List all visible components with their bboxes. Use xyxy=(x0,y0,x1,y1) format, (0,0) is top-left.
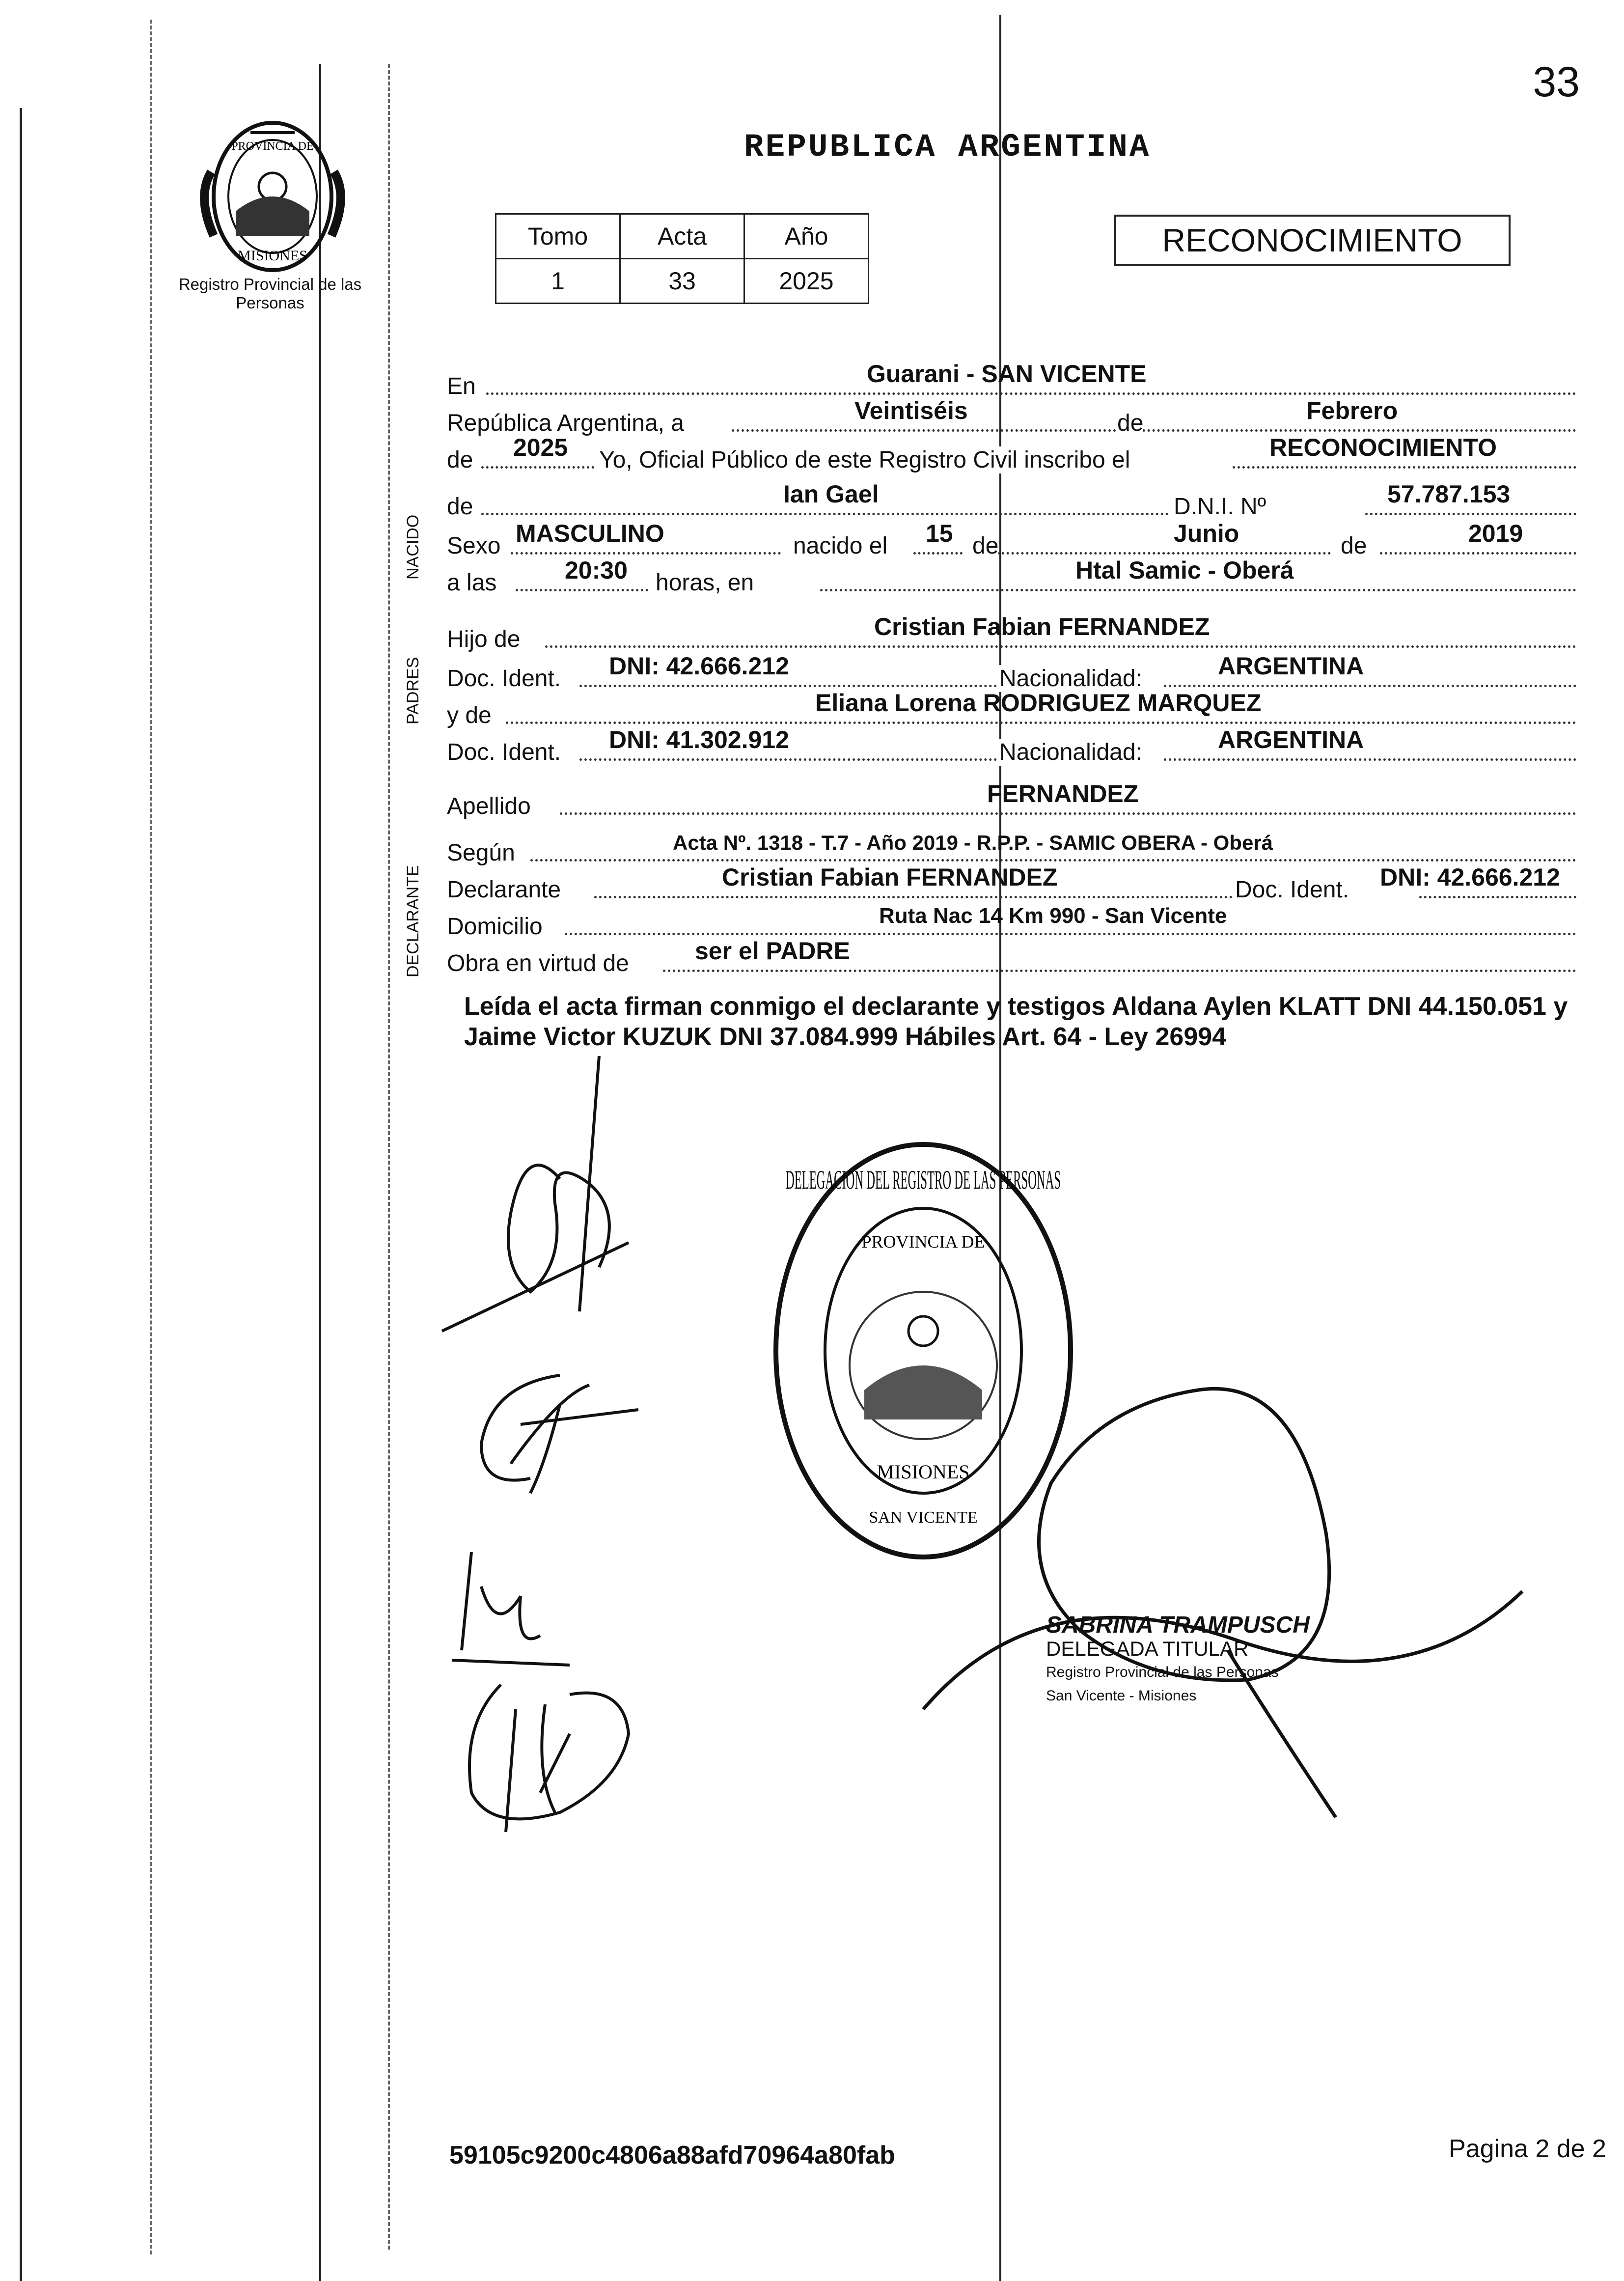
de-label-3: de xyxy=(447,494,473,520)
side-label-padres: PADRES xyxy=(404,657,422,724)
dia-value: Veintiséis xyxy=(854,397,968,424)
page-number: 33 xyxy=(1533,58,1580,106)
row-inscripcion xyxy=(447,434,1576,476)
nacido-dia-value: 15 xyxy=(926,520,953,547)
acta-value: 33 xyxy=(620,259,744,304)
hora-value: 20:30 xyxy=(565,556,628,584)
domicilio-value: Ruta Nac 14 Km 990 - San Vicente xyxy=(879,904,1227,928)
a-las-label: a las xyxy=(447,570,497,596)
yo-text: Yo, Oficial Público de este Registro Civil inscribo el xyxy=(599,447,1130,473)
page-title: REPUBLICA ARGENTINA xyxy=(744,129,1151,166)
official-location: San Vicente - Misiones xyxy=(1046,1688,1197,1704)
seal-inner-bottom: MISIONES xyxy=(877,1461,970,1483)
dni-value: 57.787.153 xyxy=(1387,480,1511,508)
column-header-tomo: Tomo xyxy=(496,214,620,259)
declarante-doc-value: DNI: 42.666.212 xyxy=(1380,863,1560,891)
en-value: Guarani - SAN VICENTE xyxy=(867,360,1147,388)
witness-signature-2 xyxy=(442,1537,648,1842)
row-obra xyxy=(447,937,1576,980)
page-indicator: Pagina 2 de 2 xyxy=(1449,2135,1606,2163)
declarante-label: Declarante xyxy=(447,877,561,903)
segun-label: Según xyxy=(447,840,515,866)
nacido-mes-value: Junio xyxy=(1174,520,1239,547)
madre-nacionalidad-value: ARGENTINA xyxy=(1218,726,1364,753)
declarante-doc-label: Doc. Ident. xyxy=(1235,877,1349,903)
logo-text-bottom: MISIONES xyxy=(238,248,307,264)
nacionalidad-label-2: Nacionalidad: xyxy=(999,739,1142,765)
province-coat-of-arms-logo xyxy=(192,113,354,280)
closing-note: Leída el acta firman conmigo el declarante y testigos Aldana Aylen KLATT DNI 44.150.051 y Jaime Victor KUZUK DNI 37.084.999 Hábiles Art. 64 - Ley 26994 xyxy=(464,992,1568,1051)
sexo-value: MASCULINO xyxy=(516,520,664,547)
lugar-value: Htal Samic - Oberá xyxy=(1075,556,1294,584)
obra-label: Obra en virtud de xyxy=(447,950,629,976)
left-edge-line xyxy=(20,108,22,2281)
nombre-value: Ian Gael xyxy=(783,480,879,508)
act-type-box: RECONOCIMIENTO xyxy=(1114,215,1511,266)
domicilio-label: Domicilio xyxy=(447,914,543,940)
declarante-value: Cristian Fabian FERNANDEZ xyxy=(722,863,1058,891)
anio-value: 2025 xyxy=(744,259,869,304)
row-declarante xyxy=(447,863,1576,906)
padre-nacionalidad-value: ARGENTINA xyxy=(1218,652,1364,680)
row-domicilio xyxy=(447,904,1576,943)
declarant-signature xyxy=(432,1056,638,1341)
tomo-value: 1 xyxy=(496,259,620,304)
seal-outer-text: DELEGACION DEL REGISTRO DE LAS PERSONAS xyxy=(786,1165,1061,1195)
en-label: En xyxy=(447,373,476,399)
madre-doc-value: DNI: 41.302.912 xyxy=(609,726,789,753)
row-apellido xyxy=(447,780,1576,823)
dni-label: D.N.I. Nº xyxy=(1174,494,1266,520)
sexo-label: Sexo xyxy=(447,533,501,559)
document-hash: 59105c9200c4806a88afd70964a80fab xyxy=(449,2141,895,2170)
side-label-declarante: DECLARANTE xyxy=(404,865,422,977)
official-signature xyxy=(894,1385,1532,1827)
side-label-nacido: NACIDO xyxy=(404,514,422,580)
padre-doc-value: DNI: 42.666.212 xyxy=(609,652,789,680)
segun-value: Acta Nº. 1318 - T.7 - Año 2019 - R.P.P. - SAMIC OBERA - Oberá xyxy=(673,831,1273,854)
padre-value: Cristian Fabian FERNANDEZ xyxy=(874,613,1210,640)
nacido-label: nacido el xyxy=(793,533,888,559)
table-row xyxy=(496,259,869,304)
seal-bottom: SAN VICENTE xyxy=(869,1508,978,1527)
official-registry: Registro Provincial de las Personas xyxy=(1046,1664,1279,1680)
margin-line xyxy=(319,64,321,2281)
madre-value: Eliana Lorena RODRIGUEZ MARQUEZ xyxy=(815,689,1262,717)
y-de-label: y de xyxy=(447,702,492,728)
registry-name: Registro Provincial de las Personas xyxy=(178,275,362,312)
de-label-1: de xyxy=(1117,410,1144,436)
row-nombre xyxy=(447,480,1576,523)
nacionalidad-label-1: Nacionalidad: xyxy=(999,666,1142,692)
mes-value: Febrero xyxy=(1306,397,1398,424)
dashed-guide-left xyxy=(150,20,152,2254)
nacido-anio-value: 2019 xyxy=(1468,520,1523,547)
column-header-anio: Año xyxy=(744,214,869,259)
hijo-de-label: Hijo de xyxy=(447,626,521,652)
de-label-2: de xyxy=(447,447,473,473)
apellido-value: FERNANDEZ xyxy=(987,780,1139,807)
column-header-acta: Acta xyxy=(620,214,744,259)
row-padre xyxy=(447,613,1576,656)
anio-value-text: 2025 xyxy=(513,434,568,461)
republica-label: República Argentina, a xyxy=(447,410,684,436)
de-label-4: de xyxy=(972,533,999,559)
doc-ident-label-2: Doc. Ident. xyxy=(447,739,561,765)
row-madre-doc xyxy=(447,726,1576,769)
row-en xyxy=(447,360,1576,403)
de-label-5: de xyxy=(1341,533,1367,559)
seal-inner-top: PROVINCIA DE xyxy=(861,1232,985,1252)
dashed-guide-inner xyxy=(388,64,390,2250)
reference-table xyxy=(495,213,869,304)
logo-text-top: PROVINCIA DE xyxy=(231,140,314,153)
official-stamp xyxy=(1046,1613,1310,1708)
apellido-label: Apellido xyxy=(447,793,531,819)
witness-signature-1 xyxy=(462,1365,648,1503)
inscribo-value: RECONOCIMIENTO xyxy=(1269,434,1497,461)
official-title: DELEGADA TITULAR xyxy=(1046,1637,1249,1660)
doc-ident-label-1: Doc. Ident. xyxy=(447,666,561,692)
obra-value: ser el PADRE xyxy=(695,937,850,965)
official-name: SABRINA TRAMPUSCH xyxy=(1046,1612,1310,1638)
table-header-row xyxy=(496,214,869,259)
horas-en-label: horas, en xyxy=(656,570,754,596)
row-hora xyxy=(447,556,1576,599)
